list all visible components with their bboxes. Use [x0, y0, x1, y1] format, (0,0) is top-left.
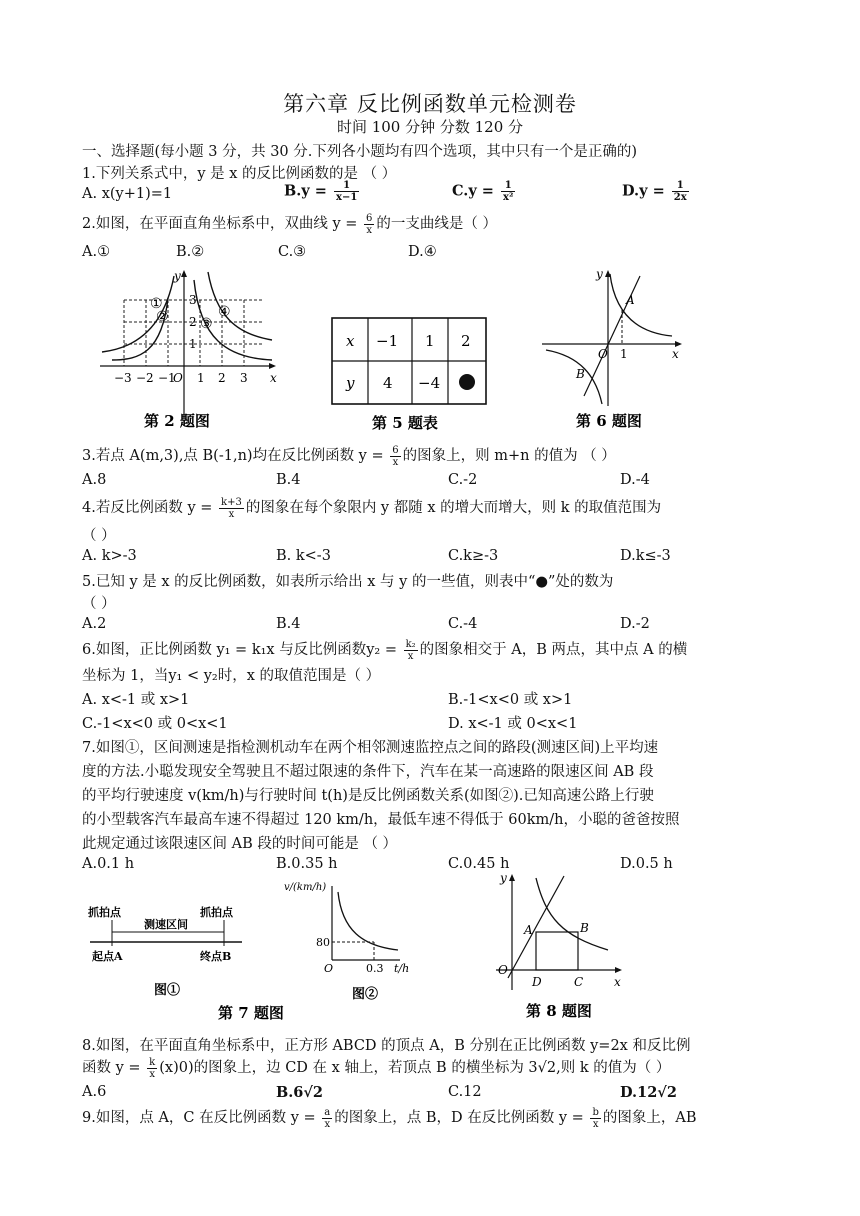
q6-option-d: D. x<-1 或 0<x<1 — [448, 716, 578, 732]
fig2-caption: 第 2 题图 — [144, 412, 210, 430]
q6-stem-2: 坐标为 1，当y₁ < y₂时，x 的取值范围是（ ） — [82, 668, 381, 684]
fig8-axis-y: y — [500, 871, 507, 885]
q4-option-c: C.k≥-3 — [448, 548, 499, 564]
q4-option-d: D.k≤-3 — [620, 548, 671, 564]
fig2-label-3: ③ — [200, 316, 213, 332]
q7-option-a: A.0.1 h — [82, 856, 135, 872]
table5-header-y: y — [346, 374, 355, 392]
q4-stem: 4.若反比例函数 y = $\frac{k+3}{x}$ 的图象在每个象限内 y 都随 x 的增大而增大，则 k 的取值范围为 — [82, 496, 662, 520]
q7-line-2: 度的方法.小聪发现安全驾驶且不超过限速的条件下，汽车在某一高速路的限速区间 AB 段 — [82, 764, 654, 780]
table-5 — [330, 316, 490, 434]
fig7-camera-2: 抓拍点 — [200, 906, 233, 919]
q6-stem: 6.如图，正比例函数 y₁ = k₁x 与反比例函数y₂ = $\frac{\text{k₂}}{x}$ 的图象相交于 A，B 两点，其中点 A 的横 — [82, 638, 688, 662]
q6-option-c: C.-1<x<0 或 0<x<1 — [82, 716, 228, 732]
q5-option-c: C.-4 — [448, 616, 478, 632]
fig7-end: 终点B — [200, 950, 232, 963]
fig6-axis-y: y — [596, 267, 603, 281]
q5-paren: （ ） — [82, 596, 116, 612]
q7-option-b: B.0.35 h — [276, 856, 338, 872]
fig7-caption: 第 7 题图 — [218, 1004, 284, 1022]
q4-option-b: B. k<-3 — [276, 548, 331, 564]
q7-line-3: 的平均行驶速度 v(km/h)与行驶时间 t(h)是反比例函数关系(如图②).已知高速公路上行驶 — [82, 788, 654, 804]
q8-option-a: A.6 — [82, 1084, 107, 1100]
fig2-label-1: ① — [150, 296, 163, 312]
fig6-axis-x: x — [672, 347, 679, 361]
fig7-cap-1: 图① — [154, 983, 181, 998]
page-title: 第六章 反比例函数单元检测卷 — [283, 92, 577, 116]
q1-option-d: D.y = $\frac{1}{2x}$ — [622, 180, 687, 203]
table5-y2: −4 — [418, 374, 441, 392]
table5-x1: −1 — [376, 332, 399, 350]
q3-option-d: D.-4 — [620, 472, 650, 488]
q3-option-b: B.4 — [276, 472, 301, 488]
fig2-ytick-3: 3 — [189, 293, 197, 307]
q2-option-d: D.④ — [408, 244, 437, 260]
q2-option-c: C.③ — [278, 244, 307, 260]
fig2-ytick-1: 1 — [189, 337, 197, 351]
fig2-xtick-m2: −2 — [136, 371, 154, 385]
fig2-xtick-m1: −1 — [158, 371, 176, 385]
fig2-xtick-1: 1 — [197, 371, 205, 385]
fig6-point-b: B — [576, 367, 585, 381]
q7-line-1: 7.如图①，区间测速是指检测机动车在两个相邻测速监控点之间的路段(测速区间)上平均速 — [82, 740, 659, 756]
q6-option-b: B.-1<x<0 或 x>1 — [448, 692, 573, 708]
figure-6-graph — [540, 266, 690, 438]
q2-option-b: B.② — [176, 244, 205, 260]
q1-option-b: B.y = $\frac{1}{x-1}$ — [284, 180, 358, 203]
fig8-caption: 第 8 题图 — [526, 1002, 592, 1020]
q5-stem: 5.已知 y 是 x 的反比例函数，如表所示给出 x 与 y 的一些值，则表中“●”处的数为 — [82, 574, 614, 590]
table5-y1: 4 — [383, 374, 393, 392]
q7-line-5: 此规定通过该限速区间 AB 段的时间可能是 （ ） — [82, 836, 398, 852]
table5-unknown-dot — [459, 374, 475, 390]
q1-option-c: C.y = $\frac{1}{\text{x²}}$ — [452, 180, 514, 203]
q5-option-a: A.2 — [82, 616, 107, 632]
fig7-v80: 80 — [316, 936, 330, 949]
figure-7 — [82, 880, 412, 1028]
q8-line-1: 8.如图，在平面直角坐标系中，正方形 ABCD 的顶点 A，B 分别在正比例函数 y=2x 和反比例 — [82, 1038, 691, 1054]
q1-option-a: A. x(y+1)=1 — [82, 186, 173, 202]
fig2-xtick-m3: −3 — [114, 371, 132, 385]
fig7-v-axis: v/(km/h) — [284, 882, 327, 893]
fig7-cap-2: 图② — [352, 987, 379, 1002]
fig7-t03: 0.3 — [366, 962, 384, 975]
fig2-axis-y: y — [174, 269, 181, 283]
fig2-label-2: ② — [156, 309, 169, 325]
fig8-origin: O — [498, 963, 508, 977]
q3-option-a: A.8 — [82, 472, 107, 488]
fig8-point-d: D — [532, 975, 542, 989]
figure-2-graph — [96, 268, 286, 438]
fig7-start: 起点A — [92, 950, 123, 963]
fig2-ytick-2: 2 — [189, 315, 197, 329]
section-heading: 一、选择题(每小题 3 分，共 30 分.下列各小题均有四个选项，其中只有一个是正确的) — [82, 144, 638, 160]
q4-option-a: A. k>-3 — [82, 548, 137, 564]
q1-stem: 1.下列关系式中，y 是 x 的反比例函数的是 （ ） — [82, 166, 397, 182]
figure-8-graph — [492, 870, 632, 1030]
page-subtitle: 时间 100 分钟 分数 120 分 — [336, 118, 524, 136]
fig8-point-a: A — [524, 923, 533, 937]
fig6-caption: 第 6 题图 — [576, 412, 642, 430]
q8-line-2: 函数 y = $\frac{k}{x}$ (x)0)的图象上，边 CD 在 x 轴上，若顶点 B 的横坐标为 3√2,则 k 的值为（ ） — [82, 1056, 671, 1080]
q7-line-4: 的小型载客汽车最高车速不得超过 120 km/h，最低车速不得低于 60km/h，小聪的爸爸按照 — [82, 812, 680, 828]
q3-stem: 3.若点 A(m,3),点 B(-1,n)均在反比例函数 y = $\frac{6}{x}$ 的图象上，则 m+n 的值为 （ ） — [82, 444, 616, 468]
q2-stem: 2.如图，在平面直角坐标系中，双曲线 y = $\frac{6}{x}$ 的一支曲线是（ ） — [82, 212, 497, 236]
fig6-point-a: A — [626, 293, 635, 307]
q2-option-a: A.① — [82, 244, 111, 260]
table5-x3: 2 — [461, 332, 471, 350]
fig8-point-c: C — [574, 975, 584, 989]
fig2-xtick-3: 3 — [240, 371, 248, 385]
q8-option-b: B.6√2 — [276, 1084, 324, 1101]
fig7-zone-label: 测速区间 — [144, 918, 188, 931]
q7-option-d: D.0.5 h — [620, 856, 673, 872]
q3-option-c: C.-2 — [448, 472, 478, 488]
fig8-point-b: B — [580, 921, 589, 935]
q6-option-a: A. x<-1 或 x>1 — [82, 692, 190, 708]
q7-option-c: C.0.45 h — [448, 856, 510, 872]
fig2-axis-x: x — [270, 371, 277, 385]
fig6-tick-1: 1 — [620, 347, 628, 361]
fig8-axis-x: x — [614, 975, 621, 989]
table5-caption: 第 5 题表 — [372, 414, 438, 432]
q8-option-d: D.12√2 — [620, 1084, 677, 1101]
q9-stem: 9.如图，点 A，C 在反比例函数 y = $\frac{a}{x}$ 的图象上，点 B，D 在反比例函数 y = $\frac{b}{x}$ 的图象上，AB — [82, 1106, 697, 1130]
fig6-origin: O — [598, 347, 608, 361]
fig7-t-axis: t/h — [394, 962, 410, 975]
fig2-xtick-2: 2 — [218, 371, 226, 385]
table5-x2: 1 — [425, 332, 435, 350]
q8-option-c: C.12 — [448, 1084, 482, 1100]
fig7-camera-1: 抓拍点 — [88, 906, 121, 919]
q5-option-d: D.-2 — [620, 616, 650, 632]
q5-option-b: B.4 — [276, 616, 301, 632]
table5-header-x: x — [346, 332, 355, 350]
fig7-origin: O — [324, 962, 334, 975]
fig2-origin: O — [173, 371, 183, 385]
fig2-label-4: ④ — [218, 304, 231, 320]
q4-paren: （ ） — [82, 528, 116, 544]
